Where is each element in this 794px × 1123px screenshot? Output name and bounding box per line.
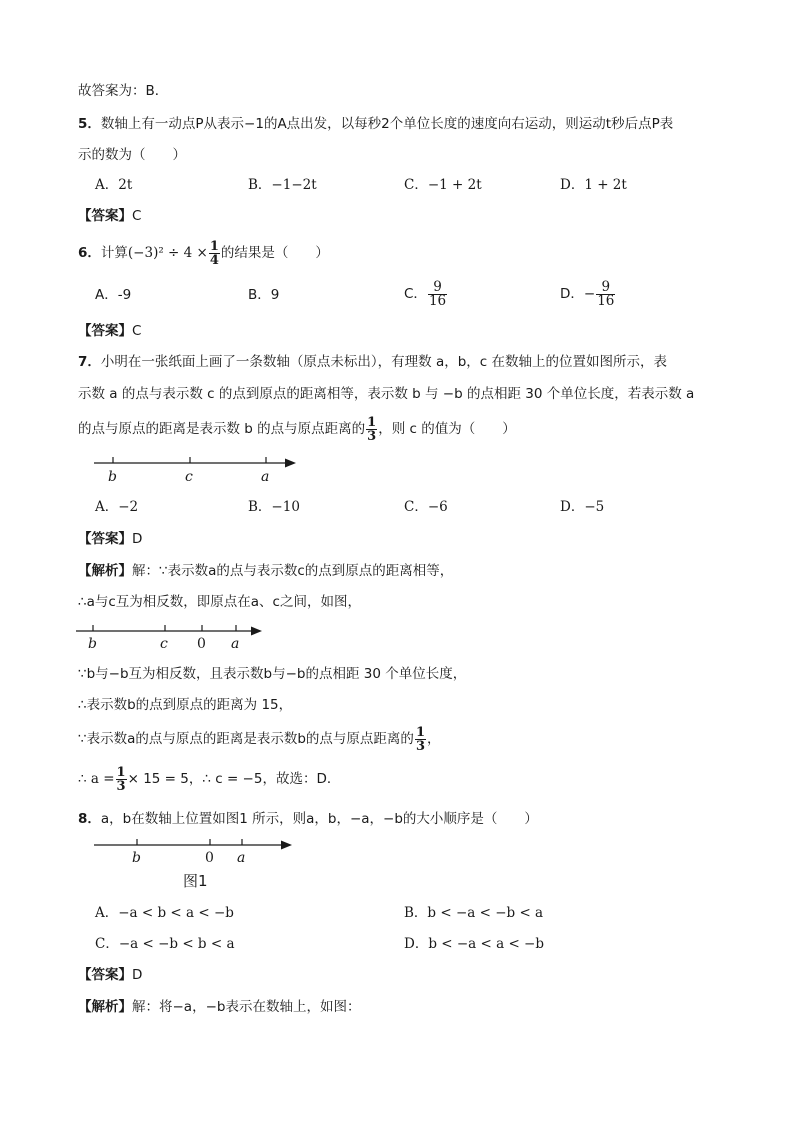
q8-stem — [78, 809, 538, 829]
q5-option-c: C．−1 + 2t — [404, 177, 482, 193]
q8-label-a: a — [237, 850, 246, 866]
q6-option-d-den: 16 — [597, 292, 615, 309]
q7-analysis-axis-arrow — [251, 627, 262, 636]
q8-analysis-line1 — [78, 997, 360, 1017]
q7-line1 — [78, 352, 667, 372]
q5-stem-line2: 示的数为（ ） — [78, 147, 186, 163]
q5-option-a: A．2t — [95, 177, 133, 193]
q6-fraction-num: 1 — [209, 238, 219, 254]
q6-option-b: B．9 — [248, 287, 280, 303]
q7-analysis-text6-post: × 15 = 5，∴ c = −5，故选：D． — [127, 771, 341, 787]
q6-option-d — [560, 276, 616, 312]
q7-option-a: A．−2 — [95, 499, 139, 515]
q7-analysis5-num: 1 — [415, 724, 425, 740]
q7-analysis-line4: ∴表示数b的点到原点的距离为 15， — [78, 697, 293, 713]
q6-option-a: A．-9 — [95, 287, 132, 303]
q7-analysis-line2: ∴a与c互为相反数，即原点在a、c之间，如图， — [78, 594, 361, 610]
q7-label-c: c — [185, 469, 193, 485]
q7-option-c: C．−6 — [404, 499, 448, 515]
q7-label-b: b — [108, 469, 117, 485]
q5-line1 — [78, 114, 673, 134]
q7-line3-den: 3 — [367, 428, 377, 444]
q7-option-b: B．−10 — [248, 499, 300, 515]
q7-analysis-tag: 【解析】 — [78, 563, 132, 579]
q7-analysis-text5-pre: ∵表示数a的点与原点的距离是表示数b的点与原点距离的 — [78, 731, 414, 747]
q7-analysis-text1: 解：∵表示数a的点与表示数c的点到原点的距离相等， — [132, 563, 454, 579]
q7-line3-num: 1 — [367, 414, 377, 430]
q7-analysis-label-a: a — [231, 636, 240, 652]
q7-analysis6-fraction — [116, 766, 127, 793]
q8-answer-value: D — [132, 967, 143, 983]
q5-stem-line1: 数轴上有一动点P从表示−1的A点出发，以每秒2个单位长度的速度向右运动，则运动t秒后点P表 — [100, 116, 674, 132]
q5-option-b: B．−1−2t — [248, 177, 317, 193]
q6-answer-value: C — [132, 323, 142, 339]
q7-stem-line3-post: ，则 c 的值为（ ） — [378, 421, 516, 437]
q5-answer-tag: 【答案】 — [78, 208, 132, 224]
q7-line3-fraction — [366, 416, 377, 443]
q8-axis-arrow — [281, 841, 292, 850]
q6-option-c-fraction — [428, 278, 447, 309]
q7-stem-line3-pre: 的点与原点的距离是表示数 b 的点与原点距离的 — [78, 421, 366, 437]
q7-label-a: a — [261, 469, 270, 485]
q7-stem-line1: 小明在一张纸面上画了一条数轴（原点未标出），有理数 a，b，c 在数轴上的位置如图所示，表 — [100, 354, 668, 370]
q7-analysis-text6-pre: ∴ a = — [78, 771, 115, 787]
q6-option-d-num: 9 — [596, 281, 615, 295]
q7-analysis-label-0: 0 — [197, 636, 206, 652]
q6-option-c-num: 9 — [428, 281, 447, 295]
q7-analysis-label-b: b — [88, 636, 97, 652]
q7-stem-line2: 示数 a 的点与表示数 c 的点到原点的距离相等，表示数 b 与 −b 的点相距 30 个单位长度，若表示数 a — [78, 386, 695, 402]
q6-fraction-den: 4 — [209, 252, 219, 268]
q6-stem — [78, 238, 329, 268]
q8-option-a: A．−a < b < a < −b — [95, 905, 234, 921]
q8-label-b: b — [132, 850, 141, 866]
q7-analysis6-num: 1 — [116, 764, 126, 780]
q7-answer-tag: 【答案】 — [78, 531, 132, 547]
q8-option-b: B．b < −a < −b < a — [404, 905, 544, 921]
q7-analysis6-den: 3 — [116, 778, 126, 794]
q7-answer — [78, 529, 142, 549]
prev-answer: 故答案为：B． — [78, 83, 169, 99]
q7-axis-arrow — [285, 459, 296, 468]
q7-number-line — [88, 448, 308, 488]
q6-option-c-label: C． — [404, 286, 427, 302]
q7-option-d: D．−5 — [560, 499, 605, 515]
q8-answer — [78, 965, 142, 985]
q6-option-d-fraction — [596, 278, 615, 309]
q6-stem-pre: 计算(−3)² ÷ 4 × — [100, 245, 208, 261]
q8-option-d: D．b < −a < a < −b — [404, 936, 545, 952]
q6-fraction — [209, 240, 220, 267]
q6-option-c — [404, 276, 448, 312]
q5-number: 5． — [78, 116, 101, 132]
q7-analysis5-den: 3 — [415, 738, 425, 754]
q8-number: 8． — [78, 811, 101, 827]
q8-answer-tag: 【答案】 — [78, 967, 132, 983]
q8-option-c: C．−a < −b < b < a — [95, 936, 235, 952]
q7-answer-value: D — [132, 531, 143, 547]
q7-analysis5-fraction — [415, 726, 426, 753]
q7-number: 7． — [78, 354, 101, 370]
q6-answer — [78, 321, 141, 341]
q7-analysis-line1 — [78, 561, 453, 581]
q7-analysis-label-c: c — [160, 636, 168, 652]
q8-number-line — [88, 832, 308, 870]
q8-stem-text: a，b在数轴上位置如图1 所示，则a，b，−a，−b的大小顺序是（ ） — [100, 811, 538, 827]
q5-answer-value: C — [132, 208, 142, 224]
q7-analysis-line5 — [78, 724, 440, 754]
q5-option-d: D．1 + 2t — [560, 177, 627, 193]
q8-figure-caption: 图1 — [183, 872, 208, 890]
q6-option-c-den: 16 — [428, 292, 447, 309]
q7-line3 — [78, 414, 516, 444]
q6-option-d-label: D．− — [560, 286, 596, 302]
q6-number: 6． — [78, 245, 101, 261]
q6-answer-tag: 【答案】 — [78, 323, 132, 339]
q7-analysis-text5-post: ， — [426, 731, 441, 747]
q7-analysis-number-line — [70, 617, 280, 655]
q7-analysis-line6 — [78, 764, 340, 794]
q8-analysis-tag: 【解析】 — [78, 999, 132, 1015]
q6-stem-post: 的结果是（ ） — [220, 245, 329, 261]
q7-analysis-line3: ∵b与−b互为相反数，且表示数b与−b的点相距 30 个单位长度， — [78, 666, 467, 682]
q8-label-0: 0 — [205, 850, 214, 866]
q5-answer — [78, 206, 141, 226]
q8-analysis-text1: 解：将−a，−b表示在数轴上，如图： — [132, 999, 361, 1015]
